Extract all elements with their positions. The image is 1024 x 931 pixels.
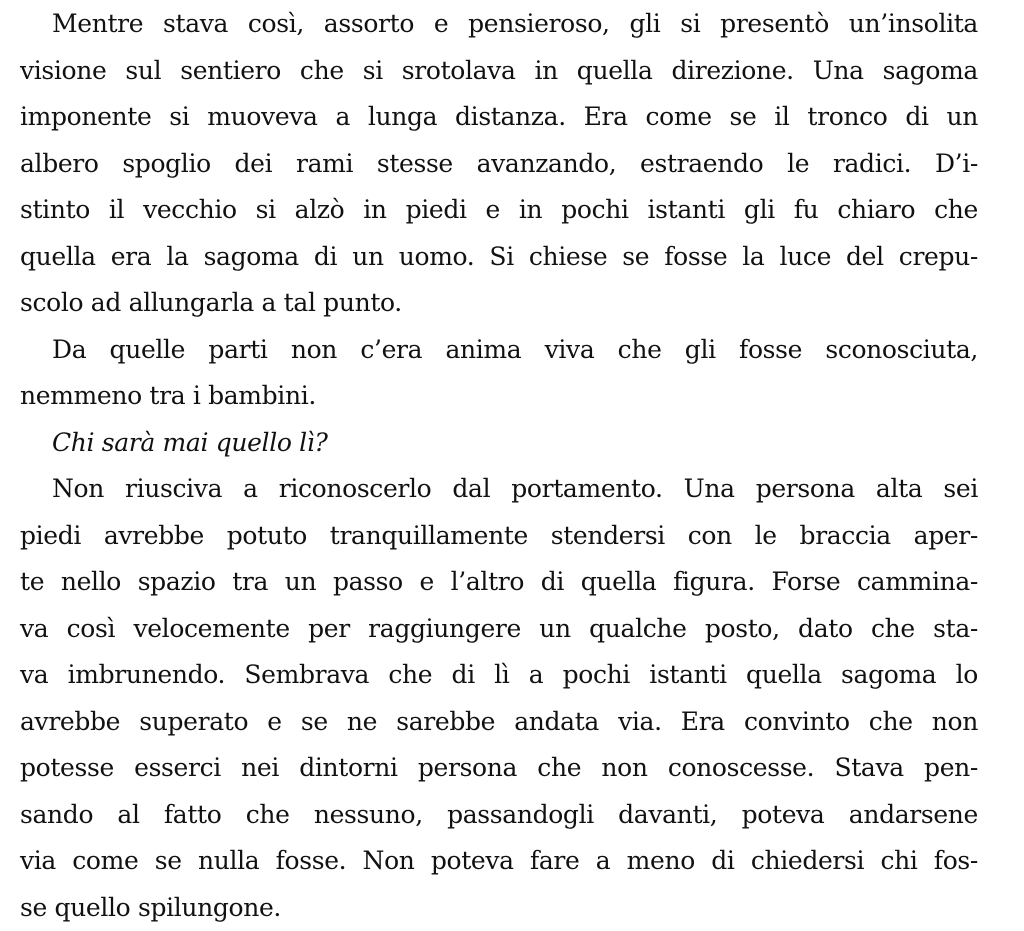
text-line: te nello spazio tra un passo e l’altro di quella figura. Forse cammina- (20, 567, 978, 596)
text-line: Chi sarà mai quello lì? (52, 427, 328, 457)
text-line: va così velocemente per raggiungere un qualche posto, dato che sta- (20, 613, 978, 643)
text-line: via come se nulla fosse. Non poteva fare a meno di chiedersi chi fos- (20, 846, 978, 875)
text-line: quella era la sagoma di un uomo. Si chiese se fosse la luce del crepu- (20, 241, 978, 271)
text-line: Da quelle parti non c’era anima viva che gli fosse sconosciuta, (52, 334, 978, 364)
text-line: Non riusciva a riconoscerlo dal portamento. Una persona alta sei (52, 474, 978, 503)
text-line: stinto il vecchio si alzò in piedi e in pochi istanti gli fu chiaro che (20, 195, 978, 224)
text-line: sando al fatto che nessuno, passandogli davanti, poteva andarsene (20, 799, 978, 829)
text-line: albero spoglio dei rami stesse avanzando, estraendo le radici. D’i- (20, 148, 978, 178)
text-line: va imbrunendo. Sembrava che di lì a pochi istanti quella sagoma lo (20, 660, 978, 689)
text-line: Mentre stava così, assorto e pensieroso, gli si presentò un’insolita (52, 9, 978, 38)
text-line: se quello spilungone. (20, 892, 282, 922)
text-line: avrebbe superato e se ne sarebbe andata via. Era convinto che non (20, 706, 978, 736)
text-line: potesse esserci nei dintorni persona che non conoscesse. Stava pen- (20, 753, 978, 782)
text-line: nemmeno tra i bambini. (20, 381, 316, 410)
text-line: scolo ad allungarla a tal punto. (20, 288, 402, 317)
text-line: visione sul sentiero che si srotolava in quella direzione. Una sagoma (20, 55, 978, 85)
text-line: piedi avrebbe potuto tranquillamente stendersi con le braccia aper- (20, 520, 978, 550)
text-line: imponente si muoveva a lunga distanza. Era come se il tronco di un (20, 102, 978, 131)
